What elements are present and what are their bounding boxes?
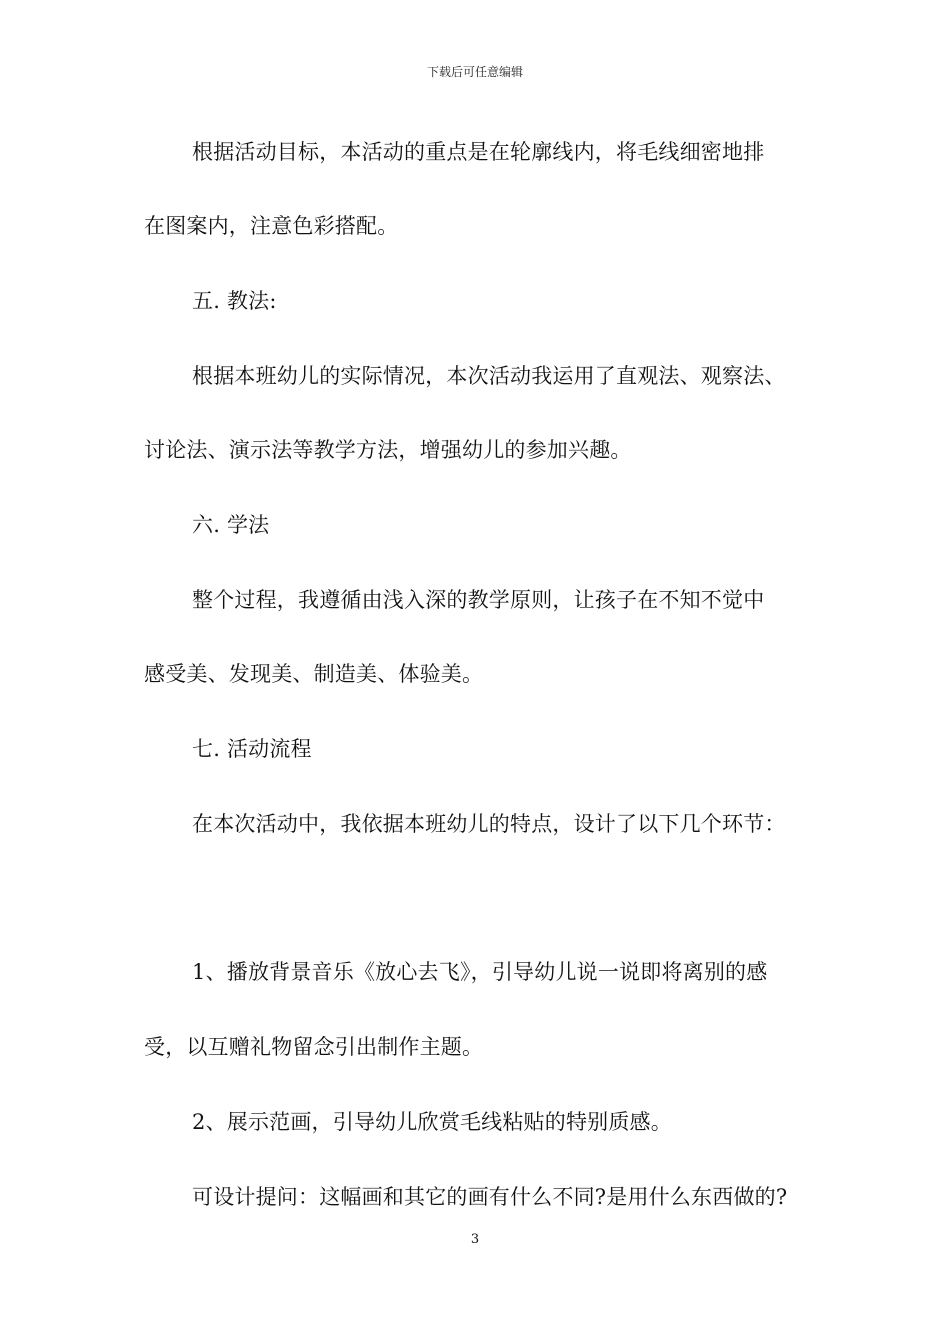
paragraph-line: 1、播放背景音乐《放心去飞》，引导幼儿说一说即将离别的感 [192, 960, 768, 984]
page-number: 3 [470, 1232, 480, 1247]
section-heading-teaching-methods: 五. 教法: [192, 289, 277, 313]
section-heading-learning-methods: 六. 学法 [192, 513, 270, 537]
paragraph-line: 2、展示范画，引导幼儿欣赏毛线粘贴的特别质感。 [192, 1110, 672, 1134]
paragraph-line: 可设计提问：这幅画和其它的画有什么不同?是用什么东西做的? [192, 1185, 788, 1209]
section-heading-activity-flow: 七. 活动流程 [192, 737, 312, 761]
paragraph-line: 受，以互赠礼物留念引出制作主题。 [144, 1035, 484, 1059]
paragraph-line: 整个过程，我遵循由浅入深的教学原则，让孩子在不知不觉中 [192, 588, 765, 612]
paragraph-line: 讨论法、演示法等教学方法，增强幼儿的参加兴趣。 [144, 438, 632, 462]
page-header-note: 下载后可任意编辑 [426, 65, 523, 79]
paragraph-line: 根据活动目标，本活动的重点是在轮廓线内，将毛线细密地排 [192, 140, 765, 164]
paragraph-line: 感受美、发现美、制造美、体验美。 [144, 662, 484, 686]
paragraph-line: 在图案内，注意色彩搭配。 [144, 214, 399, 238]
paragraph-line: 在本次活动中，我依据本班幼儿的特点，设计了以下几个环节： [192, 812, 786, 836]
paragraph-line: 根据本班幼儿的实际情况，本次活动我运用了直观法、观察法、 [192, 364, 786, 388]
